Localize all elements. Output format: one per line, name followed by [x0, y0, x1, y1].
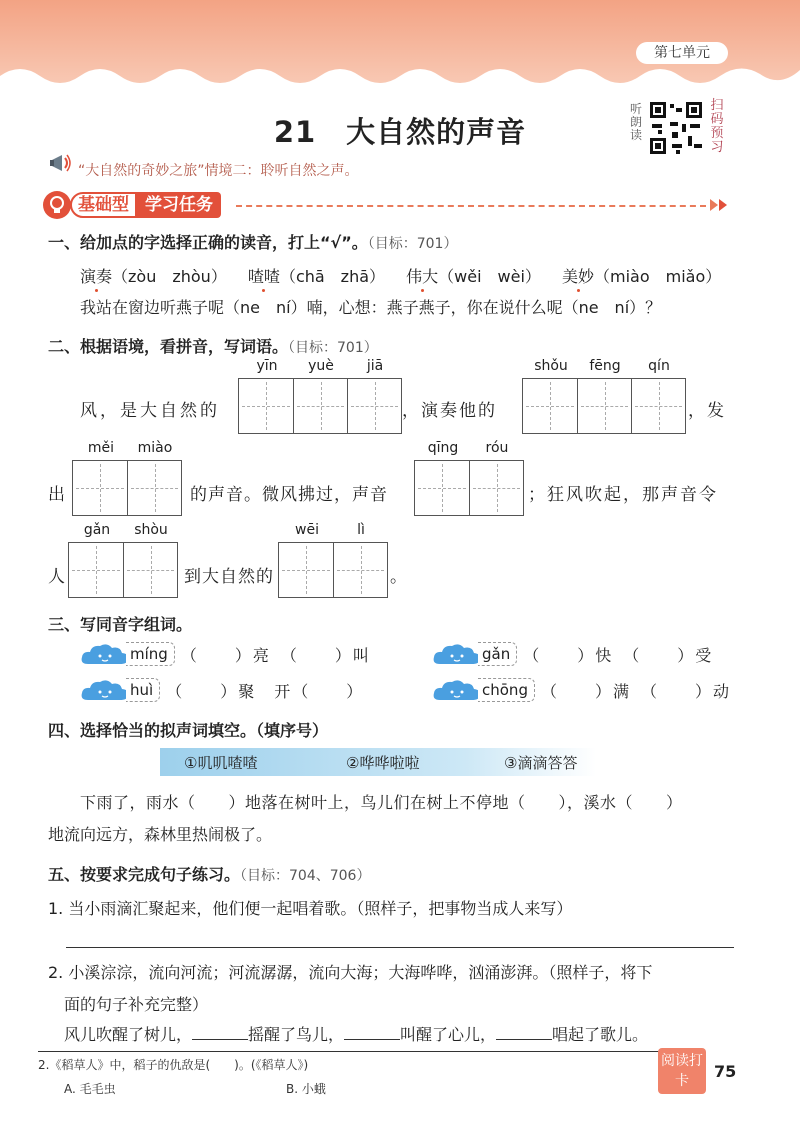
- writing-grid-f[interactable]: [278, 542, 388, 598]
- homophone-item-ming: míng （ ）亮 （ ）叫: [80, 642, 371, 666]
- reading-checkin-badge[interactable]: 阅读打卡: [658, 1048, 706, 1094]
- megaphone-icon: [48, 150, 74, 176]
- writing-grid-d[interactable]: [414, 460, 524, 516]
- section5-q2b: 面的句子补充完整）: [64, 995, 209, 1014]
- section-divider: [236, 205, 706, 207]
- section5-heading: 五、按要求完成句子练习。（目标：704、706）: [48, 865, 371, 884]
- listen-label: 听朗读: [629, 102, 642, 142]
- cloud-icon: [432, 642, 482, 666]
- scenario-text: “大自然的奇妙之旅”情境二：聆听自然之声。: [78, 163, 359, 179]
- s2-text-3: ，发: [688, 401, 726, 421]
- task-badge-type: 基础型: [70, 192, 137, 218]
- answer-line-q1[interactable]: [66, 947, 734, 948]
- page-number: 75: [714, 1062, 737, 1081]
- section5-q2a: 2. 小溪淙淙，流向河流；河流潺潺，流向大海；大海哗哗，汹涌澎湃。（照样子，将下: [48, 963, 653, 982]
- qr-code-icon[interactable]: [648, 100, 704, 156]
- task-badge: [70, 192, 221, 218]
- scan-preview-label: 扫码预习: [710, 98, 724, 155]
- s2-text-8: 到大自然的: [184, 567, 274, 587]
- pinyin-group-b: shǒu fēng qín: [534, 358, 670, 374]
- section4-heading: 四、选择恰当的拟声词填空。（填序号）: [48, 721, 329, 740]
- section5-q1: 1. 当小雨滴汇聚起来，他们便一起唱着歌。（照样子，把事物当成人来写）: [48, 899, 573, 918]
- writing-grid-c[interactable]: [72, 460, 182, 516]
- section3-heading: 三、写同音字组词。: [48, 615, 193, 634]
- section1-words: [80, 264, 721, 287]
- writing-grid-b[interactable]: [522, 378, 686, 434]
- writing-grid-a[interactable]: [238, 378, 402, 434]
- blank-1[interactable]: [192, 1023, 248, 1040]
- homophone-item-hui: huì （ ）聚 开（ ）: [80, 678, 364, 702]
- blank-2[interactable]: [344, 1023, 400, 1040]
- pinyin-group-c: měi miào: [87, 440, 173, 456]
- s2-text-5: 的声音。微风拂过，声音: [190, 485, 388, 505]
- unit-badge: 第七单元: [636, 42, 728, 64]
- s2-text-6: ；狂风吹起，那声音令: [528, 485, 718, 505]
- footer-question: 2.《稻草人》中，稻子的仇敌是( )。(《稻草人》): [38, 1058, 309, 1072]
- section1-heading: 一、给加点的字选择正确的读音，打上“√”。（目标：701）: [48, 233, 458, 252]
- arrow-right-icon: [708, 197, 730, 213]
- homophone-item-gan: gǎn （ ）快 （ ）受: [432, 642, 713, 666]
- option-1: ①叽叽喳喳: [184, 754, 258, 772]
- pinyin-group-d: qīng róu: [427, 440, 509, 456]
- footer-option-a: A. 毛毛虫: [64, 1082, 116, 1096]
- word-item: 演奏（zòu zhòu）: [80, 267, 227, 286]
- pinyin-group-a: yīn yuè jiā: [256, 358, 384, 374]
- writing-grid-e[interactable]: [68, 542, 178, 598]
- section4-line2: 地流向远方，森林里热闹极了。: [48, 825, 273, 844]
- option-2: ②哗哗啦啦: [346, 754, 420, 772]
- footer-divider: [38, 1051, 668, 1052]
- task-badge-label: 学习任务: [137, 192, 221, 218]
- s2-text-1: 风，是大自然的: [80, 401, 220, 421]
- section4-line1: 下雨了，雨水（ ）地落在树叶上，鸟儿们在树上不停地（ ），溪水（ ）: [80, 793, 683, 812]
- homophone-item-chong: chōng （ ）满 （ ）动: [432, 678, 731, 702]
- word-item: 伟大（wěi wèi）: [406, 267, 541, 286]
- bulb-icon: [42, 190, 72, 220]
- onomatopoeia-options: [160, 748, 596, 776]
- blank-3[interactable]: [496, 1023, 552, 1040]
- section2-heading: 二、根据语境，看拼音，写词语。（目标：701）: [48, 337, 378, 356]
- cloud-icon: [80, 642, 130, 666]
- s2-text-7: 人: [48, 567, 65, 587]
- section1-sentence: 我站在窗边听燕子呢（ne ní）喃，心想：燕子燕子，你在说什么呢（ne ní）？: [80, 298, 662, 317]
- option-3: ③滴滴答答: [504, 754, 578, 772]
- footer-option-b: B. 小蛾: [286, 1082, 326, 1096]
- word-item: 喳喳（chā zhā）: [247, 267, 386, 286]
- cloud-icon: [80, 678, 130, 702]
- s2-text-2: ，演奏他的: [402, 401, 497, 421]
- s2-text-9: 。: [390, 567, 407, 587]
- word-item: 美妙（miào miǎo）: [562, 267, 722, 286]
- pinyin-group-f: wēi lì: [295, 522, 365, 538]
- lesson-title: 21 大自然的声音: [273, 115, 527, 149]
- cloud-icon: [432, 678, 482, 702]
- section5-q2c: 风儿吹醒了树儿， 摇醒了鸟儿， 叫醒了心儿， 唱起了歌儿。: [64, 1025, 649, 1044]
- pinyin-group-e: gǎn shòu: [83, 522, 168, 538]
- s2-text-4: 出: [48, 485, 65, 505]
